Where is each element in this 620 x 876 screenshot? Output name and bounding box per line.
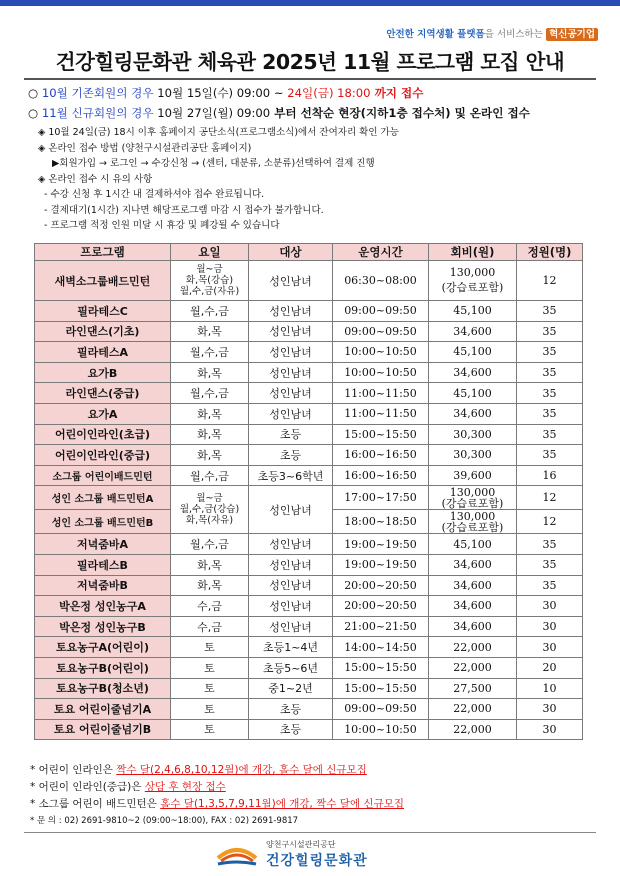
slogan [386,26,598,40]
table-row [35,321,583,342]
program-time: 14:00~14:50 [333,637,429,658]
info-section [38,125,399,234]
program-fee [429,261,517,301]
program-days: 화,목 [171,321,249,342]
program-target: 성인남녀 [249,362,333,383]
program-time: 10:00~10:50 [333,719,429,740]
table-row [35,424,583,445]
table-row [35,616,583,637]
program-days: 토 [171,719,249,740]
program-capacity: 10 [517,678,583,699]
program-name: 박은정 성인농구A [35,596,171,617]
program-target: 성인남녀 [249,554,333,575]
program-time: 11:00~11:50 [333,403,429,424]
program-days [171,486,249,534]
header-days: 요일 [171,244,249,261]
program-time: 21:00~21:50 [333,616,429,637]
table-row [35,486,583,510]
footer-divider [24,832,596,833]
program-days: 토 [171,637,249,658]
slogan-badge: 혁신공기업 [546,28,598,41]
program-name: 필라테스C [35,301,171,322]
fee-note: (강습료포함) [441,281,504,294]
program-capacity: 35 [517,575,583,596]
slogan-part2: 을 서비스하는 [484,29,543,40]
header-capacity: 정원(명) [517,244,583,261]
program-target: 성인남녀 [249,596,333,617]
table-row [35,342,583,363]
table-row [35,554,583,575]
program-name: 박은정 성인농구B [35,616,171,637]
notice-new-members [28,105,530,121]
program-days: 월,수,금 [171,301,249,322]
program-days: 화,목 [171,575,249,596]
info-caution-3: - 프로그램 적정 인원 미달 시 휴강 및 폐강될 수 있습니다 [44,220,280,231]
note-text: * 어린이 인라인(중급)은 [30,781,145,793]
program-days: 토 [171,699,249,720]
footer [0,838,620,868]
table-row [35,445,583,466]
info-item-online-caution: ◈ 온라인 접수 시 유의 사항 [38,173,153,185]
program-capacity: 35 [517,383,583,404]
program-time: 17:00~17:50 [333,486,429,510]
days-line: 화,목(강습) [185,275,234,286]
program-capacity: 35 [517,403,583,424]
note-text: * 소그룹 어린이 배드민턴은 [30,798,161,810]
program-days: 월,수,금 [171,383,249,404]
title-divider [24,78,596,80]
program-capacity: 30 [517,616,583,637]
program-fee: 34,600 [429,616,517,637]
program-fee: 45,100 [429,534,517,555]
program-name: 저녁줌바B [35,575,171,596]
organization-logo-icon [216,840,258,868]
notice-new-date: 10월 27일(월) 09:00 [157,106,271,120]
program-target: 초등1~4년 [249,637,333,658]
note-highlight: 홀수 달(1,3,5,7,9,11월)에 개강, 짝수 달에 신규모집 [160,798,405,810]
program-capacity: 35 [517,362,583,383]
program-name: 성인 소그룹 배드민턴B [35,510,171,534]
program-capacity: 12 [517,510,583,534]
table-row [35,699,583,720]
program-time: 09:00~09:50 [333,699,429,720]
days-line: 월,수,금(강습) [179,504,240,516]
program-name: 저녁줌바A [35,534,171,555]
notice-new-tail: 부터 선착순 현장(지하1층 접수처) 및 온라인 접수 [270,106,530,120]
organization-name: 건강힐링문화관 [266,853,368,869]
table-row [35,596,583,617]
program-name: 새벽소그룹배드민턴 [35,261,171,301]
days-line: 월~금 [196,264,223,275]
program-days [171,261,249,301]
program-days: 화,목 [171,403,249,424]
program-name: 토요 어린이줄넘기A [35,699,171,720]
program-capacity: 12 [517,261,583,301]
program-target: 성인남녀 [249,616,333,637]
fee-note: (강습료포함) [441,496,504,510]
program-capacity: 20 [517,657,583,678]
program-capacity: 35 [517,554,583,575]
program-name: 요가A [35,403,171,424]
notice-new-label: 11월 신규회원의 경우 [41,106,154,120]
notice-existing-members [28,85,423,101]
program-fee: 22,000 [429,637,517,658]
program-target: 초등5~6년 [249,657,333,678]
program-name: 요가B [35,362,171,383]
program-time: 15:00~15:50 [333,678,429,699]
program-name: 필라테스B [35,554,171,575]
program-name: 토요 어린이줄넘기B [35,719,171,740]
days-line: 월,수,금(자유) [179,286,240,297]
table-row [35,637,583,658]
program-target: 성인남녀 [249,261,333,301]
organization-name-small: 양천구시설관리공단 [266,840,336,849]
program-time: 19:00~19:50 [333,534,429,555]
program-time: 19:00~19:50 [333,554,429,575]
fee-amount: 130,000 [449,485,496,499]
slogan-part1: 안전한 지역생활 플랫폼 [386,29,485,40]
program-time: 16:00~16:50 [333,465,429,486]
notice-existing-tail: 까지 접수 [370,86,424,100]
program-days: 수,금 [171,596,249,617]
program-name: 토요농구B(청소년) [35,678,171,699]
notice-existing-label: 10월 기존회원의 경우 [41,86,154,100]
program-fee: 34,600 [429,362,517,383]
table-row [35,403,583,424]
program-time: 16:00~16:50 [333,445,429,466]
program-fee: 22,000 [429,699,517,720]
program-target: 중1~2년 [249,678,333,699]
program-target: 성인남녀 [249,383,333,404]
contact-info: * 문 의 : 02) 2691-9810~2 (09:00~18:00), FAX : 02) 2691-9817 [30,816,299,826]
program-fee: 34,600 [429,596,517,617]
program-name: 어린이인라인(중급) [35,445,171,466]
top-accent-bar [0,0,620,8]
program-capacity: 30 [517,699,583,720]
program-fee [429,510,517,534]
program-target: 성인남녀 [249,486,333,534]
note-inline-schedule [30,762,404,779]
notice-marker: ○ [28,86,39,100]
program-days: 월,수,금 [171,534,249,555]
program-name: 라인댄스(중급) [35,383,171,404]
notice-marker: ○ [28,106,39,120]
program-days: 월,수,금 [171,465,249,486]
program-target: 성인남녀 [249,575,333,596]
program-name: 토요농구B(어린이) [35,657,171,678]
note-badminton-schedule [30,796,404,813]
program-fee: 27,500 [429,678,517,699]
info-caution-2: - 결제대기(1시간) 지나면 해당프로그램 마감 시 접수가 불가합니다. [44,204,324,216]
program-target: 초등 [249,719,333,740]
program-fee: 22,000 [429,719,517,740]
program-fee: 34,600 [429,575,517,596]
info-item-online-steps: ▶회원가입 → 로그인 → 수강신청 → (센터, 대분류, 소분류)선택하여 결제 진행 [52,158,375,169]
program-target: 초등 [249,445,333,466]
program-time: 11:00~11:50 [333,383,429,404]
program-capacity: 35 [517,342,583,363]
program-days: 화,목 [171,554,249,575]
program-days: 수,금 [171,616,249,637]
header-program: 프로그램 [35,244,171,261]
program-fee: 34,600 [429,554,517,575]
days-line: 화,목(자유) [185,515,234,527]
info-caution-1: - 수강 신청 후 1시간 내 결제하셔야 접수 완료됩니다. [44,189,265,200]
fee-amount: 130,000 [449,266,496,279]
program-target: 성인남녀 [249,301,333,322]
program-capacity: 35 [517,321,583,342]
fee-note: (강습료포함) [441,520,504,534]
header-target: 대상 [249,244,333,261]
program-time: 10:00~10:50 [333,342,429,363]
program-target: 성인남녀 [249,321,333,342]
program-capacity: 30 [517,719,583,740]
program-days: 화,목 [171,362,249,383]
days-line: 월~금 [196,493,223,505]
program-name: 토요농구A(어린이) [35,637,171,658]
program-capacity: 35 [517,301,583,322]
program-days: 월,수,금 [171,342,249,363]
program-days: 화,목 [171,445,249,466]
program-fee: 45,100 [429,383,517,404]
page-title: 건강힐링문화관 체육관 2025년 11월 프로그램 모집 안내 [55,50,565,74]
program-fee: 34,600 [429,403,517,424]
notice-existing-deadline: 24일(금) 18:00 [287,86,371,100]
program-days: 토 [171,657,249,678]
info-item-online-method: ◈ 온라인 접수 방법 (양천구시설관리공단 홈페이지) [38,142,252,154]
program-time: 06:30~08:00 [333,261,429,301]
note-highlight: 상담 후 현장 접수 [144,781,226,793]
program-name: 어린이인라인(초급) [35,424,171,445]
table-row [35,465,583,486]
program-fee [429,486,517,510]
table-header-row [35,244,583,261]
table-row [35,383,583,404]
program-days: 토 [171,678,249,699]
program-target: 초등3~6학년 [249,465,333,486]
program-capacity: 35 [517,424,583,445]
table-row [35,575,583,596]
program-fee: 39,600 [429,465,517,486]
notes-section [30,762,404,830]
program-fee: 30,300 [429,445,517,466]
program-fee: 45,100 [429,301,517,322]
table-row [35,301,583,322]
program-target: 성인남녀 [249,403,333,424]
program-time: 15:00~15:50 [333,424,429,445]
program-fee: 34,600 [429,321,517,342]
header-fee: 회비(원) [429,244,517,261]
program-time: 09:00~09:50 [333,321,429,342]
table-row [35,678,583,699]
table-row [35,261,583,301]
program-name: 소그룹 어린이배드민턴 [35,465,171,486]
program-capacity: 12 [517,486,583,510]
note-text: * 어린이 인라인은 [30,764,117,776]
note-inline-intermediate [30,779,404,796]
program-time: 18:00~18:50 [333,510,429,534]
program-capacity: 30 [517,637,583,658]
program-time: 15:00~15:50 [333,657,429,678]
program-target: 초등 [249,699,333,720]
program-fee: 22,000 [429,657,517,678]
program-fee: 45,100 [429,342,517,363]
program-capacity: 16 [517,465,583,486]
program-capacity: 35 [517,445,583,466]
info-item-remaining-seats: ◈ 10월 24일(금) 18시 이후 홈페이지 공단소식(프로그램소식)에서 잔여자리 확인 가능 [38,127,399,138]
program-name: 성인 소그룹 배드민턴A [35,486,171,510]
table-row [35,657,583,678]
program-capacity: 35 [517,534,583,555]
program-time: 20:00~20:50 [333,596,429,617]
program-target: 초등 [249,424,333,445]
header-time: 운영시간 [333,244,429,261]
table-row [35,534,583,555]
notice-existing-date: 10월 15일(수) 09:00 ~ [157,86,288,100]
program-name: 필라테스A [35,342,171,363]
program-name: 라인댄스(기초) [35,321,171,342]
program-table [34,243,583,740]
program-time: 20:00~20:50 [333,575,429,596]
program-time: 10:00~10:50 [333,362,429,383]
program-target: 성인남녀 [249,342,333,363]
program-target: 성인남녀 [249,534,333,555]
table-row [35,362,583,383]
program-days: 화,목 [171,424,249,445]
fee-amount: 130,000 [449,509,496,523]
program-capacity: 30 [517,596,583,617]
program-fee: 30,300 [429,424,517,445]
program-time: 09:00~09:50 [333,301,429,322]
note-highlight: 짝수 달(2,4,6,8,10,12월)에 개강, 홀수 달에 신규모집 [116,764,367,776]
table-row [35,719,583,740]
